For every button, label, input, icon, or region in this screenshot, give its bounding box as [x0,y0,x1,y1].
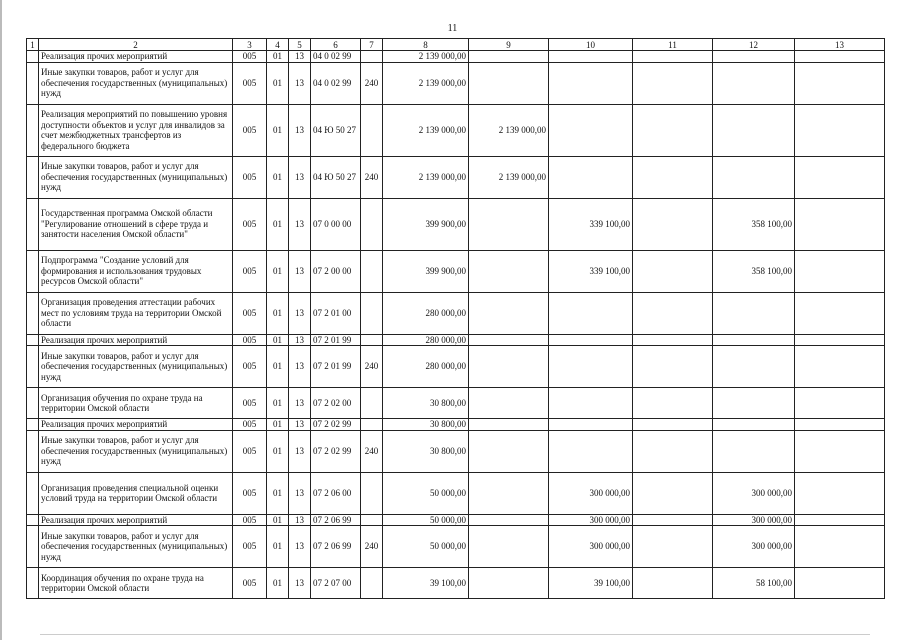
cell-c4: 01 [267,198,289,250]
row-name-cell: Организация проведения аттестации рабочих мест по условиям труда на территории Омской области [39,292,233,334]
column-header: 9 [469,39,549,51]
cell-c13 [795,346,885,388]
cell-c8: 50 000,00 [383,514,469,526]
cell-c12 [713,51,795,63]
cell-c12 [713,430,795,472]
cell-c10 [549,104,633,156]
column-header: 5 [289,39,311,51]
row-name-cell: Государственная программа Омской области "Регулирование отношений в сфере труда и занятости населения Омской области" [39,198,233,250]
cell-c7: 240 [361,346,383,388]
row-name-cell: Подпрограмма "Создание условий для формирования и использования трудовых ресурсов Омской области" [39,250,233,292]
cell-c4: 01 [267,526,289,568]
cell-c9 [469,419,549,431]
cell-c3: 005 [233,250,267,292]
row-name-cell: Иные закупки товаров, работ и услуг для обеспечения государственных (муниципальных) нужд [39,346,233,388]
cell-c12 [713,156,795,198]
cell-c3: 005 [233,156,267,198]
cell-c3: 005 [233,526,267,568]
budget-table [26,38,885,599]
cell-c5: 13 [289,62,311,104]
cell-c4: 01 [267,292,289,334]
cell-c13 [795,198,885,250]
cell-c5: 13 [289,292,311,334]
cell-c3: 005 [233,419,267,431]
row-name-cell: Координация обучения по охране труда на территории Омской области [39,568,233,599]
cell-c11 [633,472,713,514]
cell-c11 [633,419,713,431]
cell-c5: 13 [289,250,311,292]
cell-c4: 01 [267,430,289,472]
cell-c3: 005 [233,334,267,346]
cell-c13 [795,419,885,431]
cell-c9 [469,62,549,104]
cell-c8: 399 900,00 [383,198,469,250]
cell-c7 [361,514,383,526]
column-header: 11 [633,39,713,51]
column-header: 10 [549,39,633,51]
cell-c13 [795,104,885,156]
cell-c8: 2 139 000,00 [383,156,469,198]
row-name-cell: Иные закупки товаров, работ и услуг для обеспечения государственных (муниципальных) нужд [39,156,233,198]
table-row [27,156,885,198]
cell-c11 [633,568,713,599]
column-header: 1 [27,39,39,51]
cell-c7 [361,51,383,63]
cell-c3: 005 [233,104,267,156]
row-index-cell [27,250,39,292]
cell-c12 [713,292,795,334]
table-row [27,104,885,156]
cell-c6: 04 0 02 99 [311,62,361,104]
cell-c9 [469,292,549,334]
table-body [27,51,885,599]
cell-c6: 04 Ю 50 27 [311,156,361,198]
cell-c10: 300 000,00 [549,472,633,514]
cell-c6: 07 2 07 00 [311,568,361,599]
cell-c4: 01 [267,51,289,63]
cell-c3: 005 [233,514,267,526]
cell-c10 [549,419,633,431]
cell-c3: 005 [233,388,267,419]
cell-c7 [361,388,383,419]
cell-c6: 07 0 00 00 [311,198,361,250]
cell-c8: 30 800,00 [383,430,469,472]
cell-c10: 300 000,00 [549,514,633,526]
table-row [27,250,885,292]
cell-c12 [713,62,795,104]
cell-c6: 07 2 01 99 [311,346,361,388]
cell-c9 [469,51,549,63]
cell-c12: 300 000,00 [713,514,795,526]
cell-c5: 13 [289,198,311,250]
cell-c4: 01 [267,104,289,156]
cell-c10 [549,292,633,334]
table-row [27,51,885,63]
cell-c5: 13 [289,430,311,472]
column-header: 7 [361,39,383,51]
cell-c6: 07 2 06 00 [311,472,361,514]
cell-c5: 13 [289,514,311,526]
row-index-cell [27,292,39,334]
cell-c9 [469,346,549,388]
cell-c12: 358 100,00 [713,198,795,250]
cell-c10 [549,334,633,346]
cell-c3: 005 [233,51,267,63]
cell-c4: 01 [267,250,289,292]
scan-bottom-edge [40,634,870,635]
cell-c7 [361,250,383,292]
cell-c3: 005 [233,62,267,104]
row-index-cell [27,472,39,514]
cell-c10 [549,156,633,198]
cell-c8: 280 000,00 [383,334,469,346]
cell-c3: 005 [233,292,267,334]
cell-c7: 240 [361,430,383,472]
row-index-cell [27,334,39,346]
cell-c8: 280 000,00 [383,292,469,334]
cell-c10 [549,346,633,388]
row-index-cell [27,430,39,472]
row-name-cell: Реализация прочих мероприятий [39,419,233,431]
cell-c9 [469,526,549,568]
cell-c4: 01 [267,568,289,599]
row-index-cell [27,388,39,419]
cell-c9 [469,250,549,292]
scan-edge [0,0,2,640]
table-row [27,198,885,250]
column-header: 4 [267,39,289,51]
cell-c11 [633,430,713,472]
row-index-cell [27,419,39,431]
cell-c5: 13 [289,388,311,419]
cell-c3: 005 [233,568,267,599]
table-row [27,419,885,431]
cell-c5: 13 [289,334,311,346]
cell-c9: 2 139 000,00 [469,104,549,156]
table-row [27,346,885,388]
cell-c13 [795,388,885,419]
cell-c5: 13 [289,156,311,198]
row-name-cell: Реализация мероприятий по повышению уровня доступности объектов и услуг для инвалидов за счет межбюджетных трансфертов из федерального бюджета [39,104,233,156]
column-header: 13 [795,39,885,51]
column-header: 12 [713,39,795,51]
row-name-cell: Реализация прочих мероприятий [39,334,233,346]
cell-c9 [469,568,549,599]
cell-c10 [549,388,633,419]
cell-c11 [633,198,713,250]
cell-c11 [633,514,713,526]
cell-c11 [633,388,713,419]
row-name-cell: Организация проведения специальной оценки условий труда на территории Омской области [39,472,233,514]
cell-c12 [713,419,795,431]
cell-c13 [795,526,885,568]
cell-c10 [549,430,633,472]
cell-c12 [713,104,795,156]
table-row [27,472,885,514]
table-row [27,62,885,104]
cell-c8: 2 139 000,00 [383,104,469,156]
row-name-cell: Реализация прочих мероприятий [39,51,233,63]
cell-c8: 50 000,00 [383,472,469,514]
table-row [27,430,885,472]
cell-c8: 2 139 000,00 [383,62,469,104]
cell-c9: 2 139 000,00 [469,156,549,198]
cell-c7: 240 [361,156,383,198]
cell-c12 [713,334,795,346]
cell-c13 [795,250,885,292]
cell-c9 [469,388,549,419]
table-row [27,388,885,419]
cell-c9 [469,514,549,526]
cell-c6: 07 2 01 99 [311,334,361,346]
cell-c12: 358 100,00 [713,250,795,292]
cell-c3: 005 [233,430,267,472]
cell-c8: 50 000,00 [383,526,469,568]
cell-c13 [795,514,885,526]
row-index-cell [27,514,39,526]
cell-c5: 13 [289,526,311,568]
cell-c12 [713,388,795,419]
cell-c11 [633,250,713,292]
cell-c4: 01 [267,419,289,431]
cell-c13 [795,568,885,599]
cell-c6: 07 2 02 99 [311,430,361,472]
cell-c5: 13 [289,568,311,599]
cell-c11 [633,62,713,104]
cell-c6: 07 2 00 00 [311,250,361,292]
row-index-cell [27,51,39,63]
cell-c10 [549,51,633,63]
column-header: 3 [233,39,267,51]
row-index-cell [27,526,39,568]
cell-c9 [469,334,549,346]
cell-c12: 300 000,00 [713,472,795,514]
cell-c7 [361,568,383,599]
cell-c5: 13 [289,346,311,388]
cell-c4: 01 [267,334,289,346]
cell-c3: 005 [233,472,267,514]
cell-c4: 01 [267,472,289,514]
table-row [27,514,885,526]
cell-c12: 300 000,00 [713,526,795,568]
cell-c8: 399 900,00 [383,250,469,292]
cell-c5: 13 [289,51,311,63]
cell-c6: 07 2 06 99 [311,526,361,568]
header-row [27,39,885,51]
cell-c8: 30 800,00 [383,419,469,431]
row-name-cell: Реализация прочих мероприятий [39,514,233,526]
row-index-cell [27,346,39,388]
cell-c13 [795,62,885,104]
cell-c11 [633,334,713,346]
cell-c8: 39 100,00 [383,568,469,599]
cell-c13 [795,472,885,514]
row-index-cell [27,568,39,599]
cell-c13 [795,156,885,198]
cell-c5: 13 [289,472,311,514]
table-row [27,292,885,334]
cell-c5: 13 [289,104,311,156]
row-name-cell: Иные закупки товаров, работ и услуг для обеспечения государственных (муниципальных) нужд [39,62,233,104]
cell-c10: 339 100,00 [549,198,633,250]
cell-c7 [361,334,383,346]
row-name-cell: Иные закупки товаров, работ и услуг для обеспечения государственных (муниципальных) нужд [39,430,233,472]
cell-c6: 07 2 06 99 [311,514,361,526]
cell-c7 [361,104,383,156]
cell-c6: 07 2 02 00 [311,388,361,419]
cell-c7 [361,419,383,431]
cell-c7 [361,292,383,334]
cell-c12: 58 100,00 [713,568,795,599]
cell-c11 [633,346,713,388]
cell-c11 [633,104,713,156]
cell-c13 [795,334,885,346]
row-name-cell: Организация обучения по охране труда на территории Омской области [39,388,233,419]
cell-c9 [469,472,549,514]
cell-c6: 04 0 02 99 [311,51,361,63]
cell-c6: 07 2 01 00 [311,292,361,334]
cell-c13 [795,430,885,472]
cell-c3: 005 [233,346,267,388]
cell-c13 [795,51,885,63]
cell-c10: 300 000,00 [549,526,633,568]
page-number: 11 [447,23,458,34]
cell-c12 [713,346,795,388]
column-header: 6 [311,39,361,51]
cell-c7 [361,198,383,250]
cell-c11 [633,51,713,63]
row-index-cell [27,198,39,250]
cell-c8: 2 139 000,00 [383,51,469,63]
table-row [27,526,885,568]
cell-c5: 13 [289,419,311,431]
cell-c13 [795,292,885,334]
cell-c4: 01 [267,514,289,526]
cell-c10: 339 100,00 [549,250,633,292]
cell-c8: 30 800,00 [383,388,469,419]
cell-c9 [469,198,549,250]
cell-c10 [549,62,633,104]
cell-c11 [633,292,713,334]
cell-c4: 01 [267,388,289,419]
cell-c7 [361,472,383,514]
row-name-cell: Иные закупки товаров, работ и услуг для обеспечения государственных (муниципальных) нужд [39,526,233,568]
cell-c8: 280 000,00 [383,346,469,388]
cell-c4: 01 [267,62,289,104]
cell-c9 [469,430,549,472]
cell-c4: 01 [267,346,289,388]
cell-c3: 005 [233,198,267,250]
cell-c6: 07 2 02 99 [311,419,361,431]
cell-c11 [633,156,713,198]
cell-c6: 04 Ю 50 27 [311,104,361,156]
row-index-cell [27,62,39,104]
cell-c11 [633,526,713,568]
cell-c4: 01 [267,156,289,198]
cell-c7: 240 [361,526,383,568]
row-index-cell [27,104,39,156]
cell-c7: 240 [361,62,383,104]
table-row [27,334,885,346]
column-header: 8 [383,39,469,51]
row-index-cell [27,156,39,198]
column-header: 2 [39,39,233,51]
table-row [27,568,885,599]
cell-c10: 39 100,00 [549,568,633,599]
